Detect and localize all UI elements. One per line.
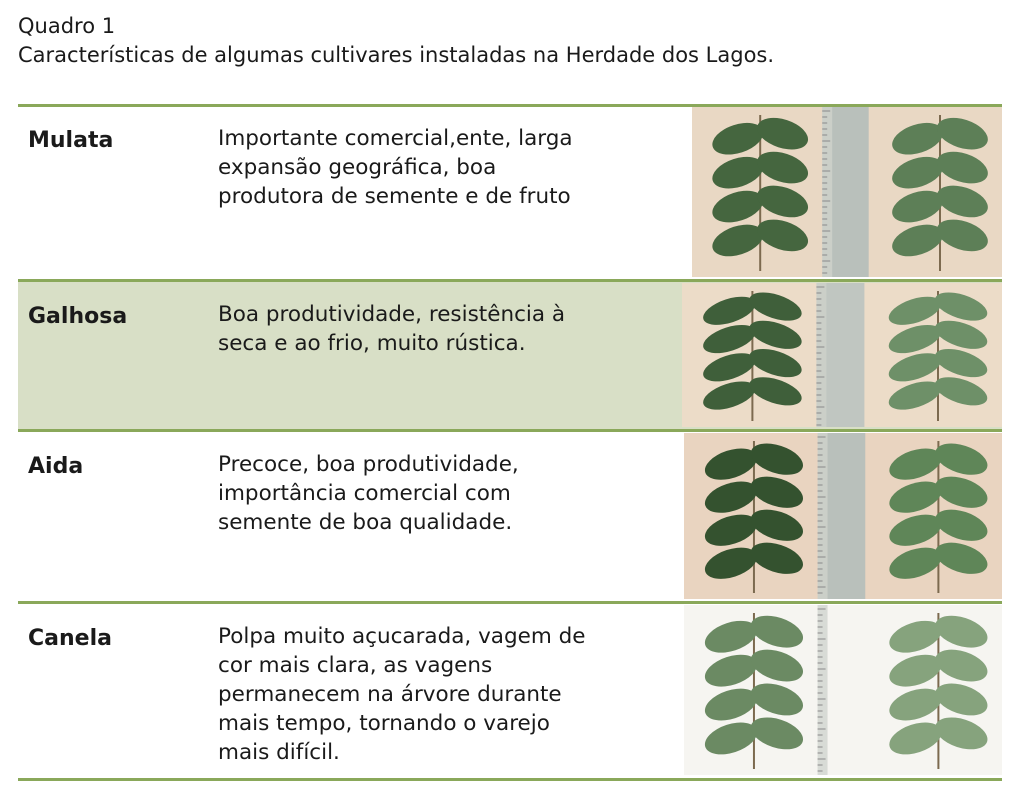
table-row-canela [18, 602, 1002, 778]
description-line: permanecem na árvore durante [218, 682, 562, 707]
ruler-strip [822, 107, 832, 277]
cultivar-name: Galhosa [28, 304, 128, 329]
caption-label: Quadro 1 [18, 14, 116, 38]
cultivar-description [218, 622, 658, 767]
photo-center-panel [824, 605, 865, 775]
description-line: Polpa muito açucarada, vagem de [218, 624, 586, 649]
cultivar-name: Mulata [28, 128, 114, 153]
cultivar-description [218, 124, 658, 211]
ruler-strip [818, 433, 828, 599]
description-line: seca e ao frio, muito rústica. [218, 331, 526, 356]
leaf-photo-mulata [692, 107, 1002, 277]
cultivar-description [218, 300, 658, 358]
table-row-aida [18, 430, 1002, 602]
cultivar-name: Canela [28, 626, 112, 651]
table-rule [18, 429, 1002, 432]
description-line: cor mais clara, as vagens [218, 653, 493, 678]
description-line: importância comercial com [218, 481, 511, 506]
ruler-strip [818, 605, 828, 775]
cultivar-name: Aida [28, 454, 84, 479]
table-row-mulata [18, 104, 1002, 280]
table-rule [18, 104, 1002, 107]
description-line: Importante comercial,ente, larga [218, 126, 573, 151]
table-row-galhosa [18, 280, 1002, 430]
table-rule [18, 601, 1002, 604]
photo-center-panel [828, 107, 868, 277]
photo-center-panel [823, 283, 865, 427]
photo-center-panel [824, 433, 865, 599]
table-rule [18, 778, 1002, 781]
cultivar-description [218, 450, 658, 537]
description-line: mais tempo, tornando o varejo [218, 711, 550, 736]
description-line: Precoce, boa produtividade, [218, 452, 519, 477]
caption-title: Características de algumas cultivares instaladas na Herdade dos Lagos. [18, 43, 775, 67]
leaf-photo-aida [684, 433, 1002, 599]
description-line: Boa produtividade, resistência à [218, 302, 566, 327]
caption [18, 12, 774, 70]
description-line: mais difícil. [218, 740, 340, 765]
leaf-photo-canela [684, 605, 1002, 775]
table-rule [18, 279, 1002, 282]
leaf-photo-galhosa [682, 283, 1002, 427]
description-line: expansão geográfica, boa [218, 155, 497, 180]
description-line: produtora de semente e de fruto [218, 184, 571, 209]
description-line: semente de boa qualidade. [218, 510, 513, 535]
